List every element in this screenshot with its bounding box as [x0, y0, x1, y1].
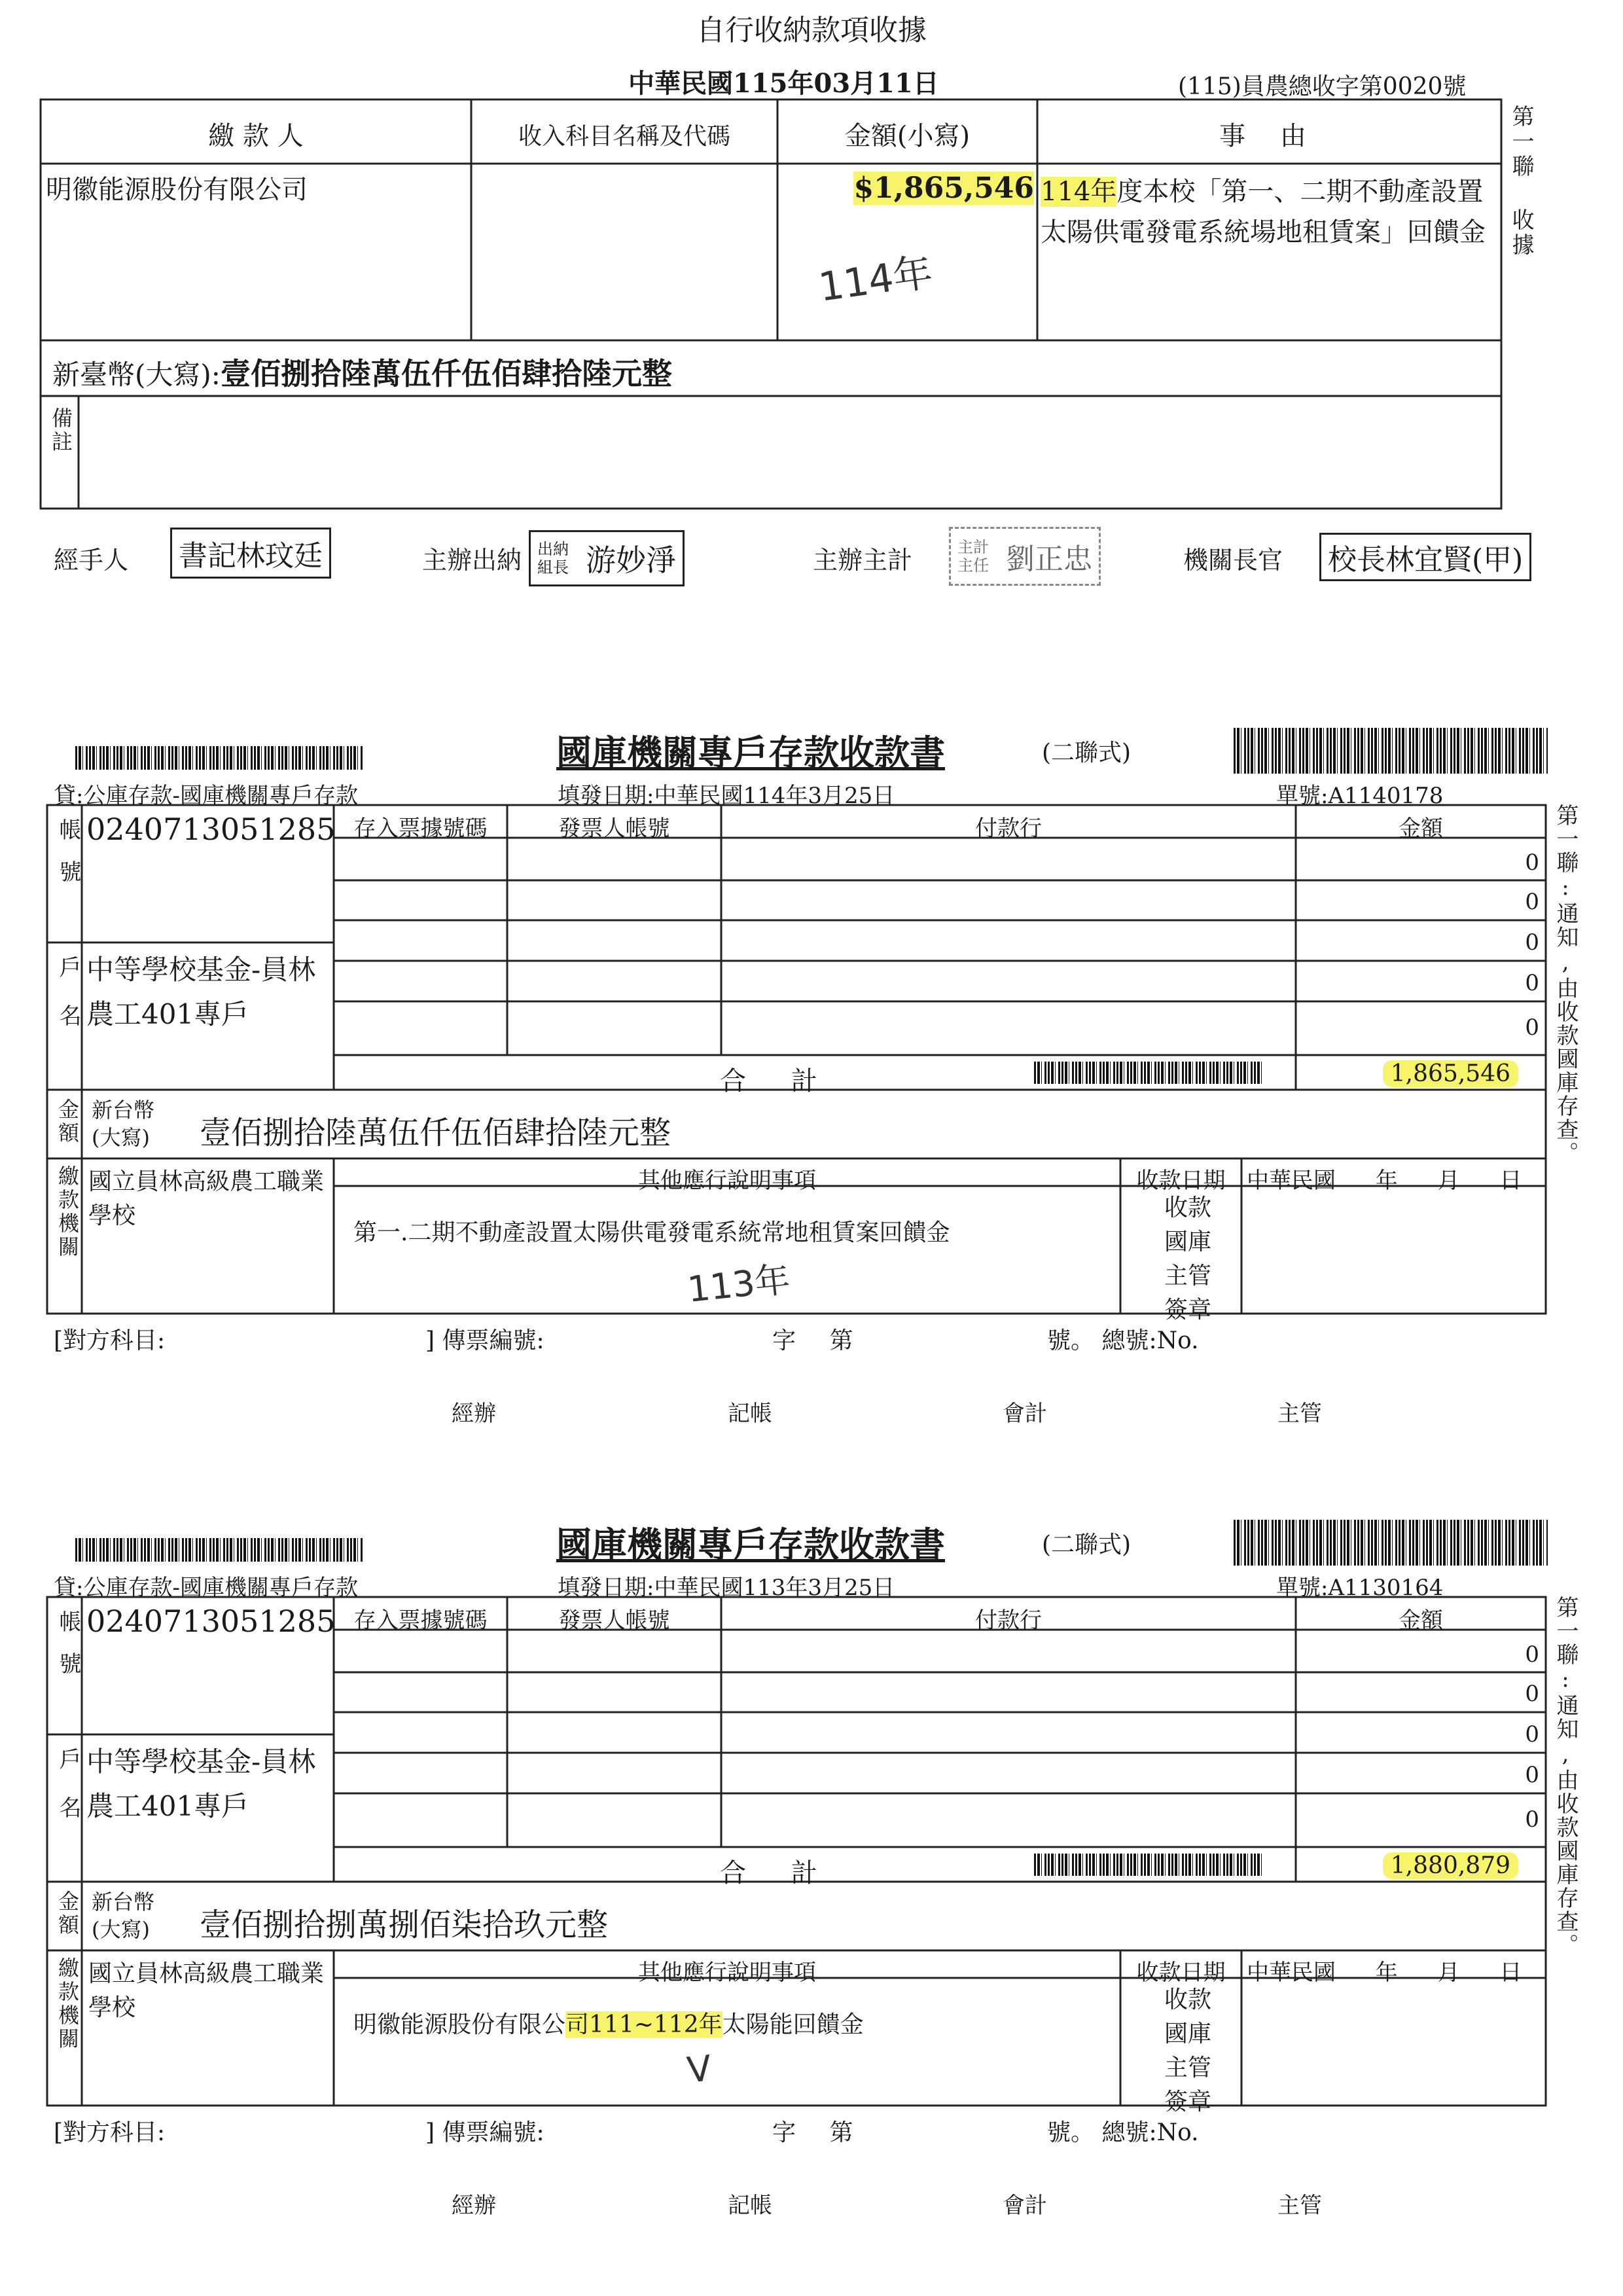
- row-amount: 0: [1525, 1721, 1539, 1748]
- notes-text: 第一.二期不動產設置太陽供電發電系統常地租賃案回饋金: [353, 1219, 950, 1246]
- accountant-stamp: 劉正忠: [1006, 543, 1092, 576]
- voucher-number: 號。 總號:No.: [1047, 2119, 1199, 2146]
- handler-stamp: 書記林玟廷: [170, 528, 331, 579]
- col-header-bank: 付款行: [975, 816, 1042, 842]
- receipt-date: 中華民國 年 月 日: [1247, 1960, 1522, 1986]
- amount-header: 金額(小寫): [844, 121, 971, 151]
- stamp-label: 收款國庫主管簽章: [1164, 1986, 1211, 2115]
- reason-rest: 度本校「第一、二期不動產設置太陽供電發電系統場地租賃案」回饋金: [1041, 177, 1486, 247]
- receipt-date-label: 收款日期: [1136, 1960, 1226, 1986]
- row-amount: 0: [1525, 929, 1539, 956]
- handler-label: 經手人: [54, 546, 129, 575]
- payer-agency: 國立員林高級農工職業學校: [88, 1960, 325, 2021]
- row-amount: 0: [1525, 1014, 1539, 1041]
- slip-subtitle: (二聯式): [1042, 1532, 1132, 1558]
- total-barcode: [1034, 1062, 1263, 1084]
- notes-header: 其他應行說明事項: [638, 1168, 816, 1194]
- reason-text: [1041, 171, 1492, 253]
- row-amount: 0: [1525, 889, 1539, 915]
- col-header-cheque: 存入票據號碼: [353, 1607, 488, 1634]
- total-amount: 1,865,546: [1302, 1060, 1518, 1087]
- credit-line: 貸:公庫存款-國庫機關專戶存款: [54, 1575, 358, 1601]
- total-label: 合 計: [720, 1066, 836, 1096]
- account-label: 帳號: [55, 818, 81, 902]
- subject-label: [對方科目:: [54, 1327, 166, 1354]
- row-amount: 0: [1525, 1641, 1539, 1668]
- deposit-slip: [0, 720, 1623, 1427]
- account-number: 0240713051285: [86, 812, 336, 847]
- payer-header: 繳 款 人: [208, 121, 304, 151]
- nt-words: 壹佰捌拾捌萬捌佰柒拾玖元整: [200, 1907, 609, 1943]
- cashier-stamp-box: [529, 530, 685, 586]
- col-header-amount: 金額: [1399, 816, 1443, 842]
- voucher-number: 號。 總號:No.: [1047, 1327, 1199, 1354]
- row-amount: 0: [1525, 1681, 1539, 1707]
- account-number: 0240713051285: [86, 1604, 336, 1639]
- slip-number: 單號:A1140178: [1276, 783, 1444, 809]
- account-name: 中等學校基金-員林農工401專戶: [86, 954, 316, 1030]
- total-barcode: [1034, 1854, 1263, 1876]
- payer-name: 明徽能源股份有限公司: [46, 175, 308, 205]
- sign-bookkeeper: 記帳: [728, 1401, 772, 1427]
- slip-subtitle: (二聯式): [1042, 740, 1132, 766]
- nt-label: 新台幣(大寫): [92, 1098, 155, 1150]
- slip-number: 單號:A1130164: [1276, 1575, 1444, 1601]
- subject-label: [對方科目:: [54, 2119, 166, 2146]
- account-label: 帳號: [55, 1610, 81, 1694]
- reason-year: 114年: [1041, 177, 1117, 207]
- payer-label: 繳款機關: [55, 1957, 80, 2051]
- accountant-title: 主計主任: [957, 538, 989, 575]
- cashier-stamp: 游妙淨: [586, 543, 676, 578]
- col-header-issuer: 發票人帳號: [558, 816, 670, 842]
- account-name: 中等學校基金-員林農工401專戶: [86, 1746, 316, 1822]
- cashier-title: 出納組長: [537, 540, 569, 577]
- receipt-number: (115)員農總收字第0020號: [1178, 73, 1467, 100]
- receipt-title: 自行收納款項收據: [696, 14, 927, 47]
- notes-text: 明徽能源股份有限公司111~112年太陽能回饋金: [353, 2011, 864, 2038]
- total-amount: 1,880,879: [1302, 1852, 1518, 1879]
- sign-handler: 經辦: [452, 1401, 496, 1427]
- reason-header: 事 由: [1219, 121, 1319, 151]
- sign-supervisor: 主管: [1277, 2193, 1322, 2219]
- row-amount: 0: [1525, 1762, 1539, 1788]
- row-amount: 0: [1525, 1806, 1539, 1833]
- sign-bookkeeper: 記帳: [728, 2193, 772, 2219]
- col-header-issuer: 發票人帳號: [558, 1607, 670, 1634]
- slip-title: 國庫機關專戶存款收款書: [556, 732, 945, 774]
- col-header-amount: 金額: [1399, 1607, 1443, 1634]
- nt-label: 新台幣(大寫): [92, 1890, 155, 1942]
- subject-header: 收入科目名稱及代碼: [518, 123, 730, 150]
- voucher-mid: 字 第: [772, 2119, 853, 2146]
- col-header-bank: 付款行: [975, 1607, 1042, 1634]
- row-amount: 0: [1525, 970, 1539, 996]
- payer-label: 繳款機關: [55, 1165, 80, 1259]
- notes-header: 其他應行說明事項: [638, 1960, 816, 1986]
- voucher-label: ] 傳票編號:: [425, 1327, 544, 1354]
- nt-words: 壹佰捌拾陸萬伍仟伍佰肆拾陸元整: [200, 1115, 671, 1151]
- accountant-label: 主辦主計: [813, 546, 913, 575]
- sign-supervisor: 主管: [1277, 1401, 1322, 1427]
- voucher-label: ] 傳票編號:: [425, 2119, 544, 2146]
- issue-date: 填發日期:中華民國113年3月25日: [558, 1575, 895, 1601]
- receipt-date: 中華民國115年03月11日: [628, 68, 939, 99]
- sign-accounting: 會計: [1003, 2193, 1047, 2219]
- sign-handler: 經辦: [452, 2193, 496, 2219]
- cashier-label: 主辦出納: [422, 546, 522, 575]
- amount-label: 金額: [55, 1098, 80, 1145]
- issue-date: 填發日期:中華民國114年3月25日: [558, 783, 895, 809]
- row-amount: 0: [1525, 850, 1539, 876]
- chief-label: 機關長官: [1183, 546, 1283, 575]
- handwritten-note: 113年: [685, 1258, 793, 1311]
- receipt-date: 中華民國 年 月 日: [1247, 1168, 1522, 1194]
- sign-accounting: 會計: [1003, 1401, 1047, 1427]
- accountant-stamp-box: [949, 527, 1101, 586]
- chief-stamp: 校長林宜賢(甲): [1319, 533, 1531, 581]
- slip-side-label: 第一聯:通知,由收款國庫存查。: [1552, 1596, 1578, 1957]
- slip-title: 國庫機關專戶存款收款書: [556, 1524, 945, 1566]
- nt-amount-words: 新臺幣(大寫):壹佰捌拾陸萬伍仟伍佰肆拾陸元整: [52, 356, 672, 391]
- payer-agency: 國立員林高級農工職業學校: [88, 1168, 325, 1229]
- total-label: 合 計: [720, 1858, 836, 1888]
- handwritten-note: V: [685, 2047, 714, 2091]
- credit-line: 貸:公庫存款-國庫機關專戶存款: [54, 783, 358, 809]
- col-header-cheque: 存入票據號碼: [353, 816, 488, 842]
- account-name-label: 戶名: [55, 956, 81, 1052]
- stamp-label: 收款國庫主管簽章: [1164, 1194, 1211, 1323]
- deposit-slip: [0, 1512, 1623, 2219]
- amount-value: $1,865,546: [853, 171, 1034, 205]
- remarks-label: 備註: [48, 407, 73, 454]
- handwritten-note: 114年: [815, 249, 936, 311]
- amount-label: 金額: [55, 1890, 80, 1937]
- receipt-side-label: 第一聯 收據: [1508, 105, 1534, 258]
- voucher-mid: 字 第: [772, 1327, 853, 1354]
- account-name-label: 戶名: [55, 1748, 81, 1844]
- receipt-date-label: 收款日期: [1136, 1168, 1226, 1194]
- slip-side-label: 第一聯:通知,由收款國庫存查。: [1552, 804, 1578, 1165]
